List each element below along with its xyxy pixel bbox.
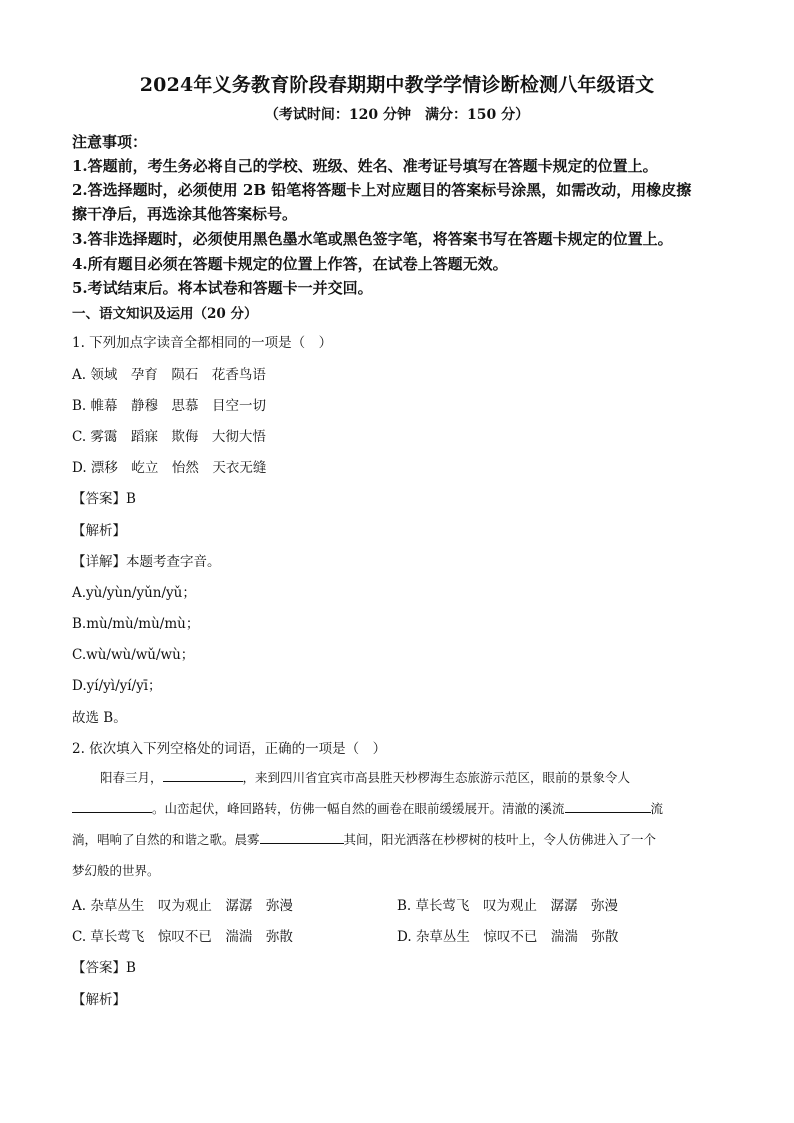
blank-4 — [260, 831, 344, 844]
option-d: D. 杂草丛生 惊叹不已 湍湍 弥散 — [397, 929, 619, 945]
pinyin-line: A.yù/yùn/yǔn/yǔ； — [72, 585, 196, 601]
notice-item: 2.答选择题时，必须使用 2B 铅笔将答题卡上对应题目的答案标号涂黑，如需改动，用橡皮擦 — [72, 181, 692, 199]
passage — [72, 762, 718, 886]
pinyin-line: D.yí/yì/yí/yī； — [72, 678, 162, 694]
option-a: A. 杂草丛生 叹为观止 潺潺 弥漫 — [72, 898, 293, 914]
option-c: C. 草长莺飞 惊叹不已 湍湍 弥散 — [72, 929, 293, 945]
blank-2 — [72, 800, 152, 813]
section-heading: 一、语文知识及运用（20 分） — [72, 306, 258, 322]
pinyin-line: C.wù/wù/wǔ/wù； — [72, 647, 195, 663]
notice-item: 3.答非选择题时，必须使用黑色墨水笔或黑色签字笔，将答案书写在答题卡规定的位置上。 — [72, 230, 673, 248]
option-d: D. 漂移 屹立 怡然 天衣无缝 — [72, 460, 267, 476]
conclusion: 故选 B。 — [72, 710, 127, 726]
passage-line: 。山峦起伏，峰回路转，仿佛一幅自然的画卷在眼前缓缓展开。清澈的溪流 流 — [72, 793, 718, 824]
notice-item: 1.答题前，考生务必将自己的学校、班级、姓名、准考证号填写在答题卡规定的位置上。 — [72, 157, 658, 175]
passage-line: 阳春三月， ，来到四川省宜宾市高县胜天杪椤海生态旅游示范区，眼前的景象令人 — [100, 770, 631, 785]
question-stem: 1. 下列加点字读音全都相同的一项是（ ） — [72, 335, 333, 351]
answer-label: 【答案】B — [72, 491, 136, 507]
question-stem: 2. 依次填入下列空格处的词语，正确的一项是（ ） — [72, 741, 387, 757]
pinyin-line: B.mù/mù/mù/mù； — [72, 616, 200, 632]
detail-label: 【详解】本题考查字音。 — [72, 554, 221, 570]
analysis-label: 【解析】 — [72, 523, 126, 539]
passage-line: 淌，唱响了自然的和谐之歌。晨雾 其间，阳光洒落在杪椤树的枝叶上，令人仿佛进入了一个 — [72, 832, 657, 847]
notice-item: 擦干净后，再选涂其他答案标号。 — [72, 205, 298, 223]
blank-3 — [565, 800, 651, 813]
option-b: B. 帷幕 静穆 思慕 目空一切 — [72, 398, 267, 414]
analysis-label: 【解析】 — [72, 992, 126, 1008]
answer-label: 【答案】B — [72, 960, 136, 976]
blank-1 — [163, 769, 243, 782]
option-b: B. 草长莺飞 叹为观止 潺潺 弥漫 — [397, 898, 619, 914]
notice-item: 4.所有题目必须在答题卡规定的位置上作答，在试卷上答题无效。 — [72, 255, 508, 273]
notice-heading: 注意事项： — [72, 133, 148, 151]
exam-info: （考试时间：120 分钟 满分：150 分） — [264, 107, 530, 123]
option-a: A. 领域 孕育 陨石 花香鸟语 — [72, 367, 266, 383]
notice-item: 5.考试结束后。将本试卷和答题卡一并交回。 — [72, 279, 373, 297]
option-c: C. 雾霭 蹈寐 欺侮 大彻大悟 — [72, 429, 266, 445]
passage-line: 梦幻般的世界。 — [72, 863, 160, 878]
page-title: 2024年义务教育阶段春期期中教学学情诊断检测八年级语文 — [139, 74, 655, 96]
